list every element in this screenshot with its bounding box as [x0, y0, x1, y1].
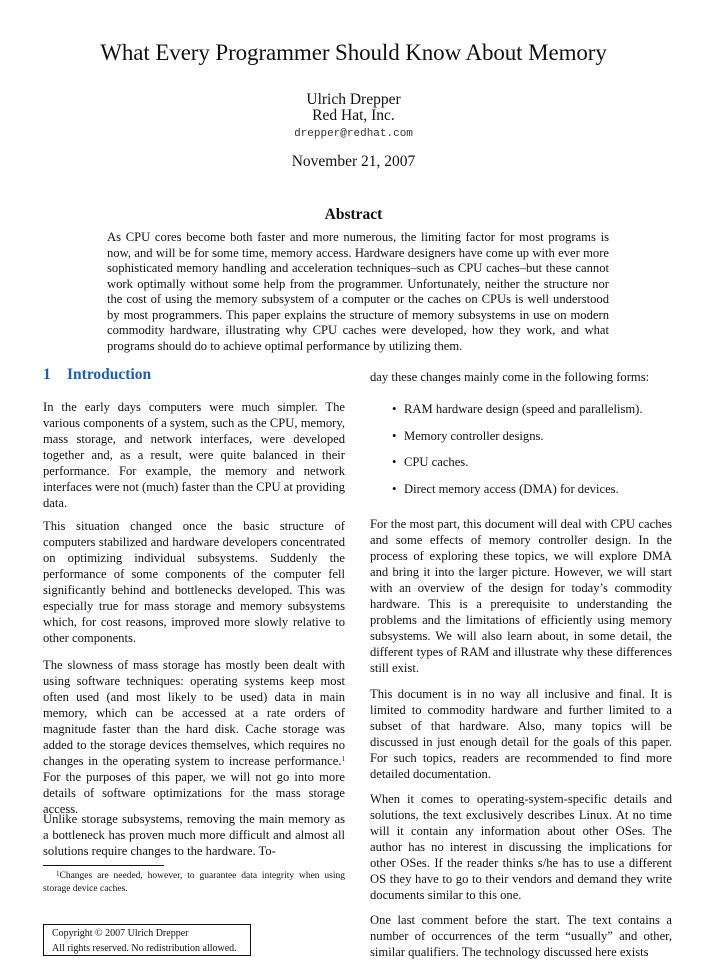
intro-paragraph-5: For the most part, this document will deal with CPU caches and some effects of memory controller design. In the process of exploring these topics, we will explore DMA and bring it into the larger picture. However, we will start with an overview of the design for today’s commodity hardware. This is a prerequisite to understanding the problems and the limitations of efficiently using memory subsystems. We will also learn about, in some detail, the different types of RAM and illustrate why these differences still exist.: [370, 517, 672, 675]
bullet-item: [388, 402, 643, 429]
paper-title: What Every Programmer Should Know About Memory: [100, 40, 607, 65]
footnote-divider: [43, 865, 164, 866]
bullet-icon: •: [392, 428, 397, 443]
footnote-ref[interactable]: 1: [341, 755, 345, 763]
section-title: Introduction: [67, 366, 152, 383]
intro-paragraph-2: This situation changed once the basic structure of computers stabilized and hardware developers concentrated on optimizing individual subsystems. Suddenly the performance of some components of the computer fell significantly behind and bottlenecks developed. This was especially true for mass storage and memory subsystems which, for cost reasons, improved more slowly relative to other components.: [43, 519, 345, 645]
intro-paragraph-4: Unlike storage subsystems, removing the main memory as a bottleneck has proven much more difficult and almost all solutions require changes to the hardware. To-: [43, 812, 345, 858]
forms-bullet-list: [388, 402, 643, 508]
copyright-line-1: Copyright © 2007 Ulrich Drepper: [52, 928, 189, 939]
bullet-icon: •: [392, 481, 397, 496]
intro-lead-sentence: day these changes mainly come in the following forms:: [370, 370, 650, 384]
author-block: [0, 92, 707, 141]
copyright-notice: [43, 924, 251, 956]
bullet-item: [388, 482, 643, 509]
bullet-item: [388, 455, 643, 482]
author-name: Ulrich Drepper: [306, 91, 401, 108]
footnote-text: Changes are needed, however, to guarantee data integrity when using storage device caches.: [43, 871, 345, 894]
footnote-marker: 1: [56, 870, 60, 878]
author-affiliation: Red Hat, Inc.: [312, 107, 395, 124]
abstract-text: As CPU cores become both faster and more numerous, the limiting factor for most programs is now, and will be for some time, memory access. Hardware designers have come up with ever more sophisticated memory handling and acceleration techniques–such as CPU caches–but these cannot work optimally without some help from the programmer. Unfortunately, neither the structure nor the cost of using the memory subsystem of a computer or the caches on CPUs is well understood by most programmers. This paper explains the structure of memory subsystems in use on modern commodity hardware, illustrating why CPU caches were developed, how they work, and what programs should do to achieve optimal performance by utilizing them.: [107, 230, 609, 353]
intro-paragraph-8: One last comment before the start. The text contains a number of occurrences of the term “usually” and other, similar qualifiers. The technology discussed here exists: [370, 913, 672, 959]
bullet-icon: •: [392, 402, 397, 416]
footnote-1: [43, 870, 345, 896]
bullet-icon: •: [392, 455, 397, 469]
copyright-line-2: All rights reserved. No redistribution allowed.: [52, 943, 237, 954]
author-email[interactable]: drepper@redhat.com: [294, 128, 413, 140]
paper-date: November 21, 2007: [291, 153, 416, 170]
intro-paragraph-6: This document is in no way all inclusive and final. It is limited to commodity hardware and further limited to a subset of that hardware. Also, many topics will be discussed in just enough detail for the goals of this paper. For such topics, readers are recommended to find more detailed documentation.: [370, 687, 672, 781]
intro-paragraph-3-text: The slowness of mass storage has mostly been dealt with using software techniques: operating systems keep most often used (and most likely to be used) data in main memory, which can be accessed at a rate orders of magnitude faster than the hard disk. Cache storage was added to the storage devices themselves, which requires no changes in the operating system to increase performance.: [43, 658, 345, 768]
bullet-text: CPU caches.: [404, 455, 469, 469]
section-number: 1: [43, 366, 51, 383]
abstract-heading: Abstract: [324, 206, 383, 223]
bullet-text: RAM hardware design (speed and parallelism).: [404, 402, 643, 416]
bullet-item: [388, 429, 643, 456]
intro-paragraph-3-tail: For the purposes of this paper, we will not go into more details of software optimizations for the mass storage access.: [43, 770, 345, 816]
section-heading-introduction: [43, 366, 151, 384]
intro-paragraph-3: [43, 657, 345, 817]
intro-paragraph-7: When it comes to operating-system-specific details and solutions, the text exclusively describes Linux. At no time will it contain any information about other OSes. The author has no interest in discussing the implications for other OSes. If the reader thinks s/he has to use a different OS they have to go to their vendors and demand they write documents similar to this one.: [370, 792, 672, 902]
intro-paragraph-1: In the early days computers were much simpler. The various components of a system, such as the CPU, memory, mass storage, and network interfaces, were developed together and, as a result, were quite balanced in their performance. For example, the memory and network interfaces were not (much) faster than the CPU at providing data.: [43, 400, 345, 510]
bullet-text: Memory controller designs.: [404, 428, 544, 443]
bullet-text: Direct memory access (DMA) for devices.: [404, 481, 619, 496]
